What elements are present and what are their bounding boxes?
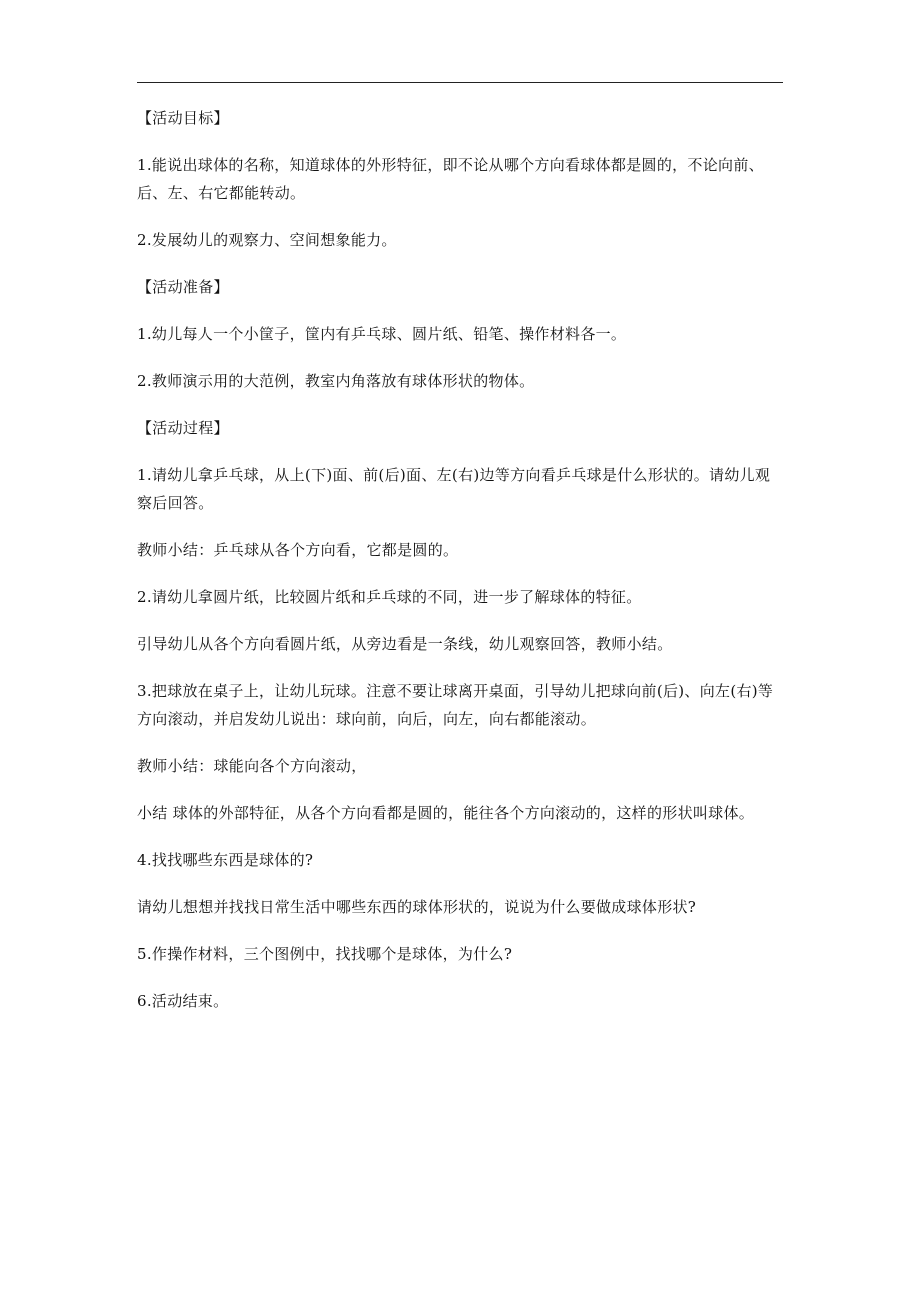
process-paragraph: 教师小结：球能向各个方向滚动，: [137, 757, 367, 775]
process-paragraph: 4.找找哪些东西是球体的?: [137, 851, 314, 869]
section-heading-process: 【活动过程】: [137, 419, 229, 437]
preparation-item-1: 1.幼儿每人一个小筐子，筐内有乒乓球、圆片纸、铅笔、操作材料各一。: [137, 325, 627, 343]
goal-item-2: 2.发展幼儿的观察力、空间想象能力。: [137, 231, 397, 249]
document-body: [137, 104, 783, 1034]
preparation-item-2: 2.教师演示用的大范例，教室内角落放有球体形状的物体。: [137, 372, 535, 390]
process-paragraph: 2.请幼儿拿圆片纸，比较圆片纸和乒乓球的不同，进一步了解球体的特征。: [137, 588, 642, 606]
process-paragraph: 6.活动结束。: [137, 992, 229, 1010]
process-paragraph: 1.请幼儿拿乒乓球，从上(下)面、前(后)面、左(右)边等方向看乒乓球是什么形状的。请幼儿观察后回答。: [137, 466, 771, 512]
process-paragraph: 小结 球体的外部特征，从各个方向看都是圆的，能往各个方向滚动的，这样的形状叫球体。: [137, 804, 755, 822]
process-paragraph: 教师小结：乒乓球从各个方向看，它都是圆的。: [137, 541, 459, 559]
header-rule: [137, 82, 783, 83]
process-paragraph: 3.把球放在桌子上，让幼儿玩球。注意不要让球离开桌面，引导幼儿把球向前(后)、向左(右)等方向滚动，并启发幼儿说出：球向前，向后，向左，向右都能滚动。: [137, 682, 774, 728]
section-heading-goals: 【活动目标】: [137, 109, 229, 127]
process-paragraph: 5.作操作材料，三个图例中，找找哪个是球体，为什么?: [137, 945, 513, 963]
process-paragraph: 请幼儿想想并找找日常生活中哪些东西的球体形状的，说说为什么要做成球体形状?: [137, 898, 697, 916]
goal-item-1: 1.能说出球体的名称，知道球体的外形特征，即不论从哪个方向看球体都是圆的，不论向前、后、左、右它都能转动。: [137, 156, 764, 202]
process-paragraph: 引导幼儿从各个方向看圆片纸，从旁边看是一条线，幼儿观察回答，教师小结。: [137, 635, 673, 653]
section-heading-preparation: 【活动准备】: [137, 278, 229, 296]
